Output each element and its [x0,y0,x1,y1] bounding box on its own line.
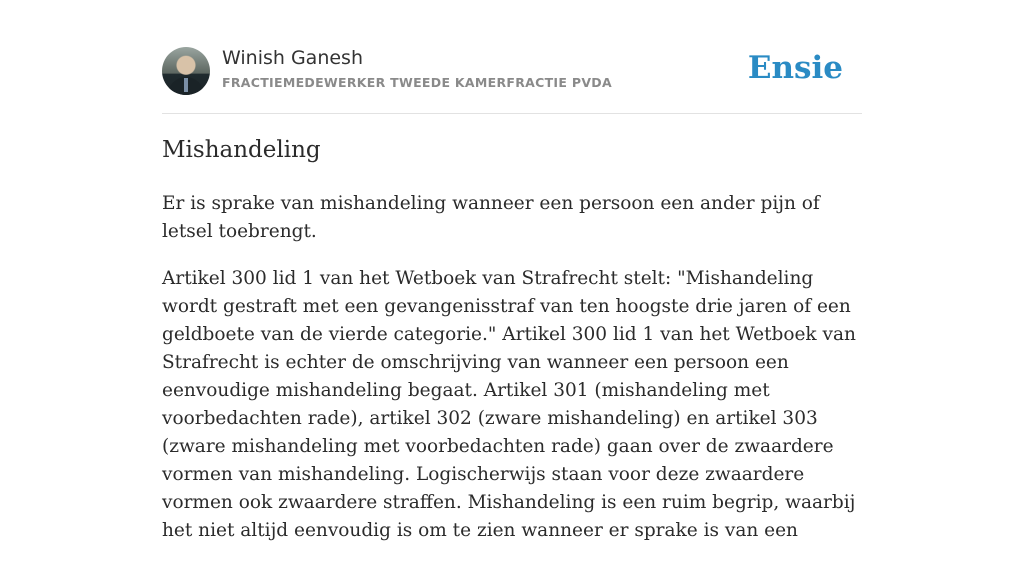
ensie-logo[interactable]: Ensie [747,50,843,86]
article-paragraph: Er is sprake van mishandeling wanneer een persoon een ander pijn of letsel toebrengt. [162,193,820,242]
article-body [162,190,862,564]
author-header [162,0,862,114]
article-title: Mishandeling [162,137,321,163]
article-paragraph: Artikel 300 lid 1 van het Wetboek van Strafrecht stelt: "Mishandeling wordt gestraft met een gevangenisstraf van ten hoogste drie jaren of een geldboete van de vierde categorie." Artikel 300 lid 1 van het Wetboek van Strafrecht is echter de omschrijving van wanneer een persoon een eenvoudige mishandeling begaat. Artikel 301 (mishandeling met voorbedachten rade), artikel 302 (zware mishandeling) en artikel 303 (zware mishandeling met voorbedachten rade) gaan over de zwaardere vormen van mishandeling. Logischerwijs staan voor deze zwaardere vormen ook zwaardere straffen. Mishandeling is een ruim begrip, waarbij het niet altijd eenvoudig is om te zien wanneer er sprake is van een [162,268,856,541]
article-card [162,0,862,541]
avatar-tie [184,78,188,92]
author-avatar[interactable] [162,47,210,95]
author-role: FRACTIEMEDEWERKER TWEEDE KAMERFRACTIE PVDA [222,75,612,90]
author-name[interactable]: Winish Ganesh [222,47,363,69]
